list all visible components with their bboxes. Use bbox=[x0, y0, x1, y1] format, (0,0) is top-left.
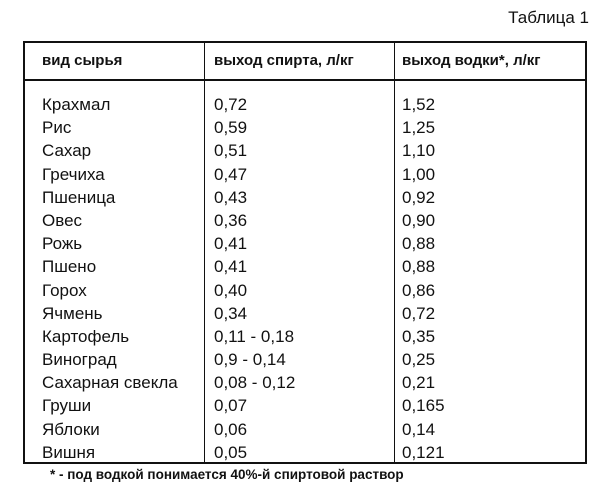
cell-raw-material: Рис bbox=[42, 118, 72, 138]
table-row bbox=[25, 93, 585, 116]
cell-raw-material: Сахарная свекла bbox=[42, 373, 178, 393]
cell-raw-material: Гречиха bbox=[42, 164, 105, 184]
cell-alcohol-yield: 0,59 bbox=[214, 118, 248, 138]
table-row bbox=[25, 116, 585, 139]
cell-alcohol-yield: 0,41 bbox=[214, 257, 248, 277]
cell-alcohol-yield: 0,41 bbox=[214, 234, 248, 254]
table-row bbox=[25, 186, 585, 209]
cell-raw-material: Овес bbox=[42, 210, 83, 230]
cell-alcohol-yield: 0,05 bbox=[214, 442, 248, 462]
cell-alcohol-yield: 0,07 bbox=[214, 396, 248, 416]
table-row bbox=[25, 418, 585, 441]
cell-alcohol-yield: 0,36 bbox=[214, 210, 248, 230]
cell-alcohol-yield: 0,43 bbox=[214, 187, 248, 207]
cell-raw-material: Вишня bbox=[42, 442, 96, 462]
cell-vodka-yield: 0,88 bbox=[402, 257, 436, 277]
header-vodka-yield: выход водки*, л/кг bbox=[402, 52, 541, 69]
table-row bbox=[25, 255, 585, 278]
data-table bbox=[23, 41, 587, 464]
cell-vodka-yield: 0,165 bbox=[402, 396, 445, 416]
cell-vodka-yield: 1,52 bbox=[402, 95, 436, 114]
cell-alcohol-yield: 0,08 - 0,12 bbox=[214, 373, 296, 393]
table-row bbox=[25, 441, 585, 464]
cell-raw-material: Пшено bbox=[42, 257, 97, 277]
cell-raw-material: Виноград bbox=[42, 350, 117, 370]
table-row bbox=[25, 348, 585, 371]
table-row bbox=[25, 302, 585, 325]
cell-raw-material: Рожь bbox=[42, 234, 83, 254]
table-row bbox=[25, 371, 585, 394]
cell-vodka-yield: 1,10 bbox=[402, 141, 436, 161]
cell-vodka-yield: 1,00 bbox=[402, 164, 436, 184]
table-row bbox=[25, 209, 585, 232]
cell-vodka-yield: 0,21 bbox=[402, 373, 436, 393]
cell-raw-material: Яблоки bbox=[42, 419, 100, 439]
table-row bbox=[25, 139, 585, 162]
cell-raw-material: Пшеница bbox=[42, 187, 116, 207]
cell-alcohol-yield: 0,11 - 0,18 bbox=[214, 326, 295, 346]
table-row bbox=[25, 279, 585, 302]
header-alcohol-yield: выход спирта, л/кг bbox=[214, 52, 354, 69]
cell-raw-material: Груши bbox=[42, 396, 92, 416]
table-header bbox=[25, 43, 585, 81]
header-raw-material: вид сырья bbox=[42, 52, 123, 69]
cell-vodka-yield: 0,121 bbox=[402, 442, 445, 462]
cell-raw-material: Крахмал bbox=[42, 95, 111, 114]
cell-alcohol-yield: 0,9 - 0,14 bbox=[214, 350, 286, 370]
cell-alcohol-yield: 0,06 bbox=[214, 419, 248, 439]
table-row bbox=[25, 325, 585, 348]
cell-vodka-yield: 0,92 bbox=[402, 187, 436, 207]
cell-alcohol-yield: 0,34 bbox=[214, 303, 248, 323]
cell-alcohol-yield: 0,47 bbox=[214, 164, 248, 184]
cell-raw-material: Картофель bbox=[42, 326, 130, 346]
cell-vodka-yield: 0,35 bbox=[402, 326, 436, 346]
cell-vodka-yield: 0,25 bbox=[402, 350, 436, 370]
cell-alcohol-yield: 0,51 bbox=[214, 141, 248, 161]
cell-raw-material: Ячмень bbox=[42, 303, 103, 323]
cell-raw-material: Горох bbox=[42, 280, 87, 300]
table-row bbox=[25, 232, 585, 255]
cell-vodka-yield: 0,14 bbox=[402, 419, 436, 439]
cell-vodka-yield: 1,25 bbox=[402, 118, 436, 138]
cell-vodka-yield: 0,86 bbox=[402, 280, 436, 300]
table-row bbox=[25, 163, 585, 186]
footnote: * - под водкой понимается 40%-й спиртовой раствор bbox=[50, 467, 404, 482]
cell-alcohol-yield: 0,40 bbox=[214, 280, 248, 300]
table-row bbox=[25, 394, 585, 417]
cell-vodka-yield: 0,90 bbox=[402, 210, 436, 230]
cell-vodka-yield: 0,88 bbox=[402, 234, 436, 254]
cell-alcohol-yield: 0,72 bbox=[214, 95, 248, 114]
cell-vodka-yield: 0,72 bbox=[402, 303, 436, 323]
cell-raw-material: Сахар bbox=[42, 141, 92, 161]
table-caption: Таблица 1 bbox=[508, 8, 589, 27]
table-body bbox=[25, 93, 585, 464]
